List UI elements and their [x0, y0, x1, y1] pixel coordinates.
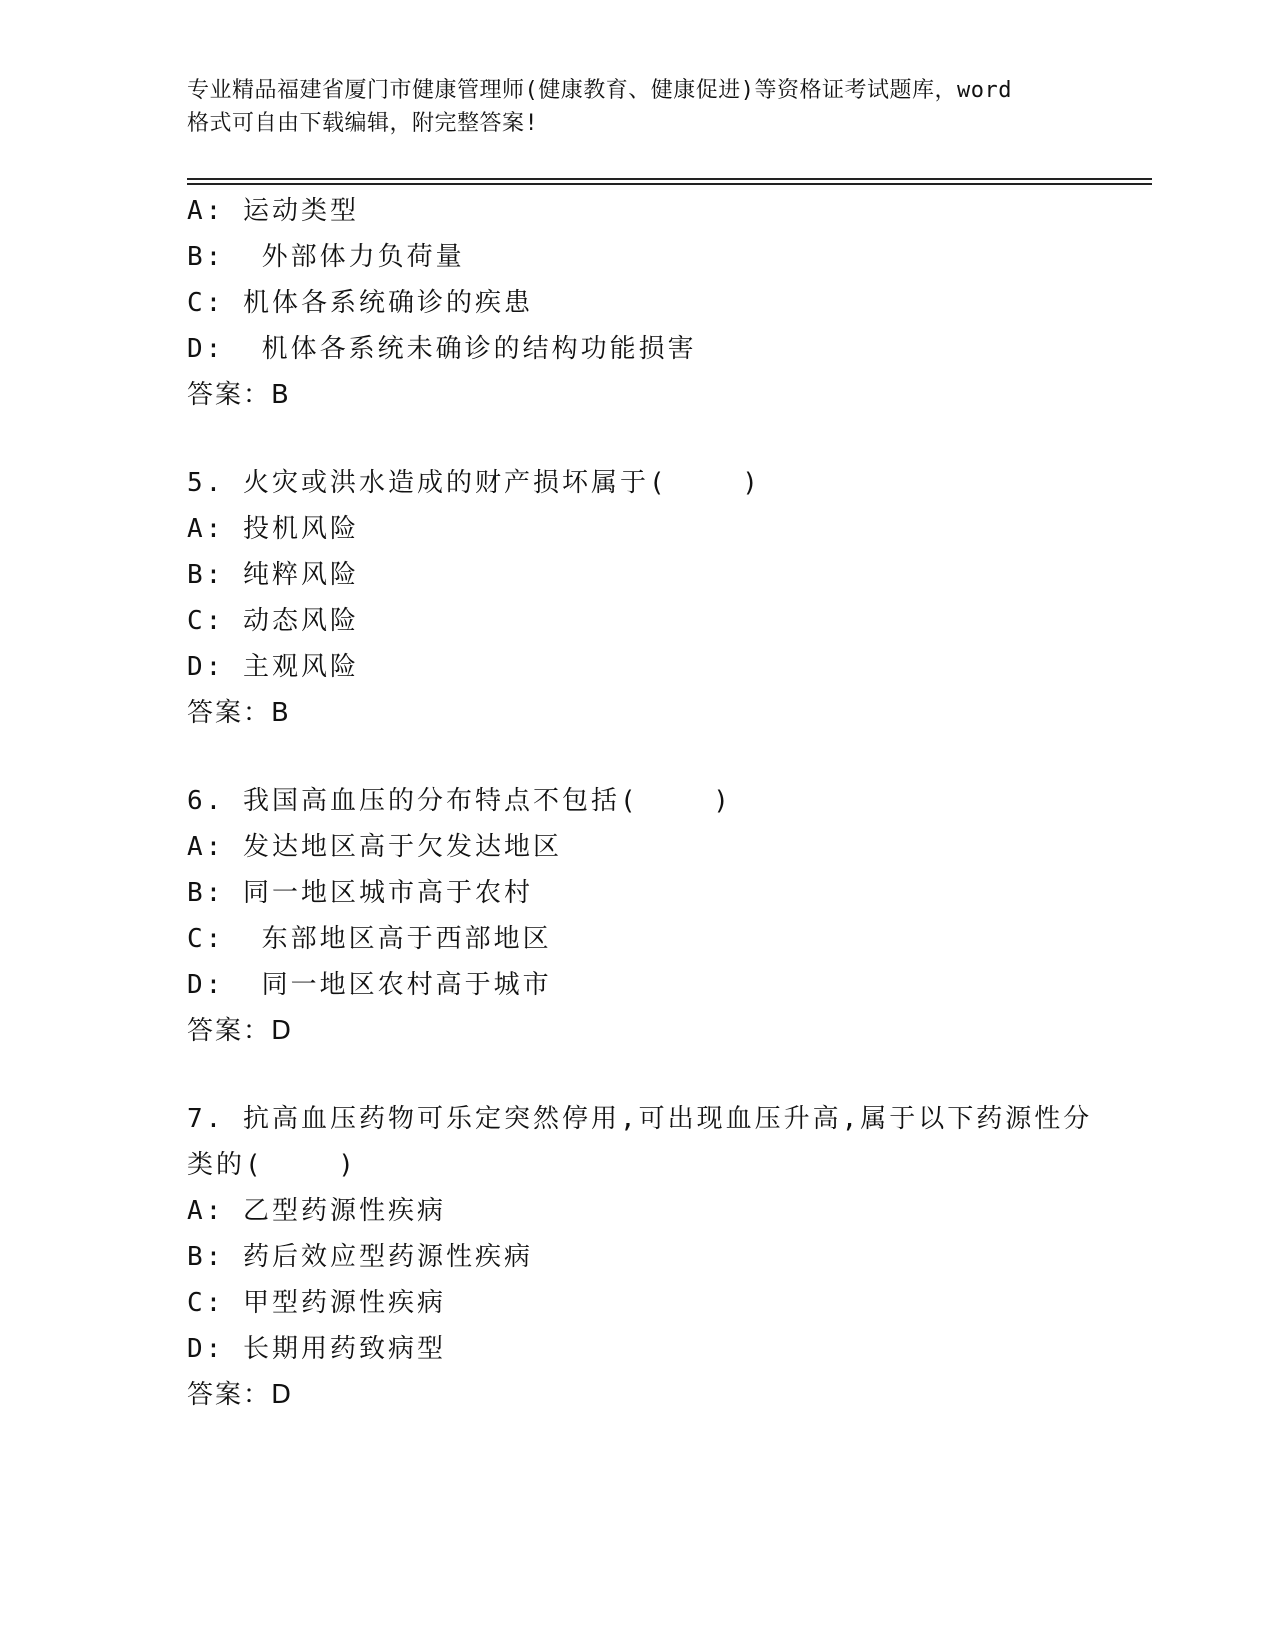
- header-line-1: 专业精品福建省厦门市健康管理师(健康教育、健康促进)等资格证考试题库，word: [187, 78, 1012, 103]
- question-stem: 6. 我国高血压的分布特点不包括( ): [187, 786, 732, 816]
- question-spacer: [187, 736, 1087, 778]
- question-spacer: [187, 418, 1087, 460]
- option-b: B: 外部体力负荷量: [187, 242, 465, 272]
- option-d: D: 长期用药致病型: [187, 1334, 446, 1364]
- header-divider-bottom: [187, 183, 1152, 185]
- option-b: B: 纯粹风险: [187, 560, 359, 590]
- question-stem-line-2: 类的( ): [187, 1150, 357, 1180]
- question-list: [187, 188, 1093, 1418]
- header-divider-top: [187, 178, 1152, 180]
- answer-label: 答案：D: [187, 1380, 294, 1410]
- question-4: [187, 188, 1087, 418]
- option-a: A: 乙型药源性疾病: [187, 1196, 446, 1226]
- header-line-2: 格式可自由下载编辑，附完整答案!: [187, 111, 539, 136]
- option-b: B: 药后效应型药源性疾病: [187, 1242, 533, 1272]
- option-c: C: 甲型药源性疾病: [187, 1288, 446, 1318]
- question-5: [187, 460, 1087, 736]
- answer-label: 答案：B: [187, 380, 291, 410]
- option-a: A: 投机风险: [187, 514, 359, 544]
- document-header: [187, 74, 1087, 140]
- option-d: D: 主观风险: [187, 652, 359, 682]
- option-d: D: 同一地区农村高于城市: [187, 970, 552, 1000]
- question-6: [187, 778, 1087, 1054]
- answer-label: 答案：B: [187, 698, 291, 728]
- question-spacer: [187, 1054, 1087, 1096]
- option-d: D: 机体各系统未确诊的结构功能损害: [187, 334, 697, 364]
- option-a: A: 发达地区高于欠发达地区: [187, 832, 562, 862]
- answer-label: 答案：D: [187, 1016, 294, 1046]
- option-c: C: 机体各系统确诊的疾患: [187, 288, 533, 318]
- option-c: C: 动态风险: [187, 606, 359, 636]
- option-b: B: 同一地区城市高于农村: [187, 878, 533, 908]
- question-7: [187, 1096, 1093, 1418]
- option-a: A: 运动类型: [187, 196, 359, 226]
- question-stem-line-1: 7. 抗高血压药物可乐定突然停用,可出现血压升高,属于以下药源性分: [187, 1104, 1093, 1134]
- question-stem: 5. 火灾或洪水造成的财产损坏属于( ): [187, 468, 761, 498]
- option-c: C: 东部地区高于西部地区: [187, 924, 552, 954]
